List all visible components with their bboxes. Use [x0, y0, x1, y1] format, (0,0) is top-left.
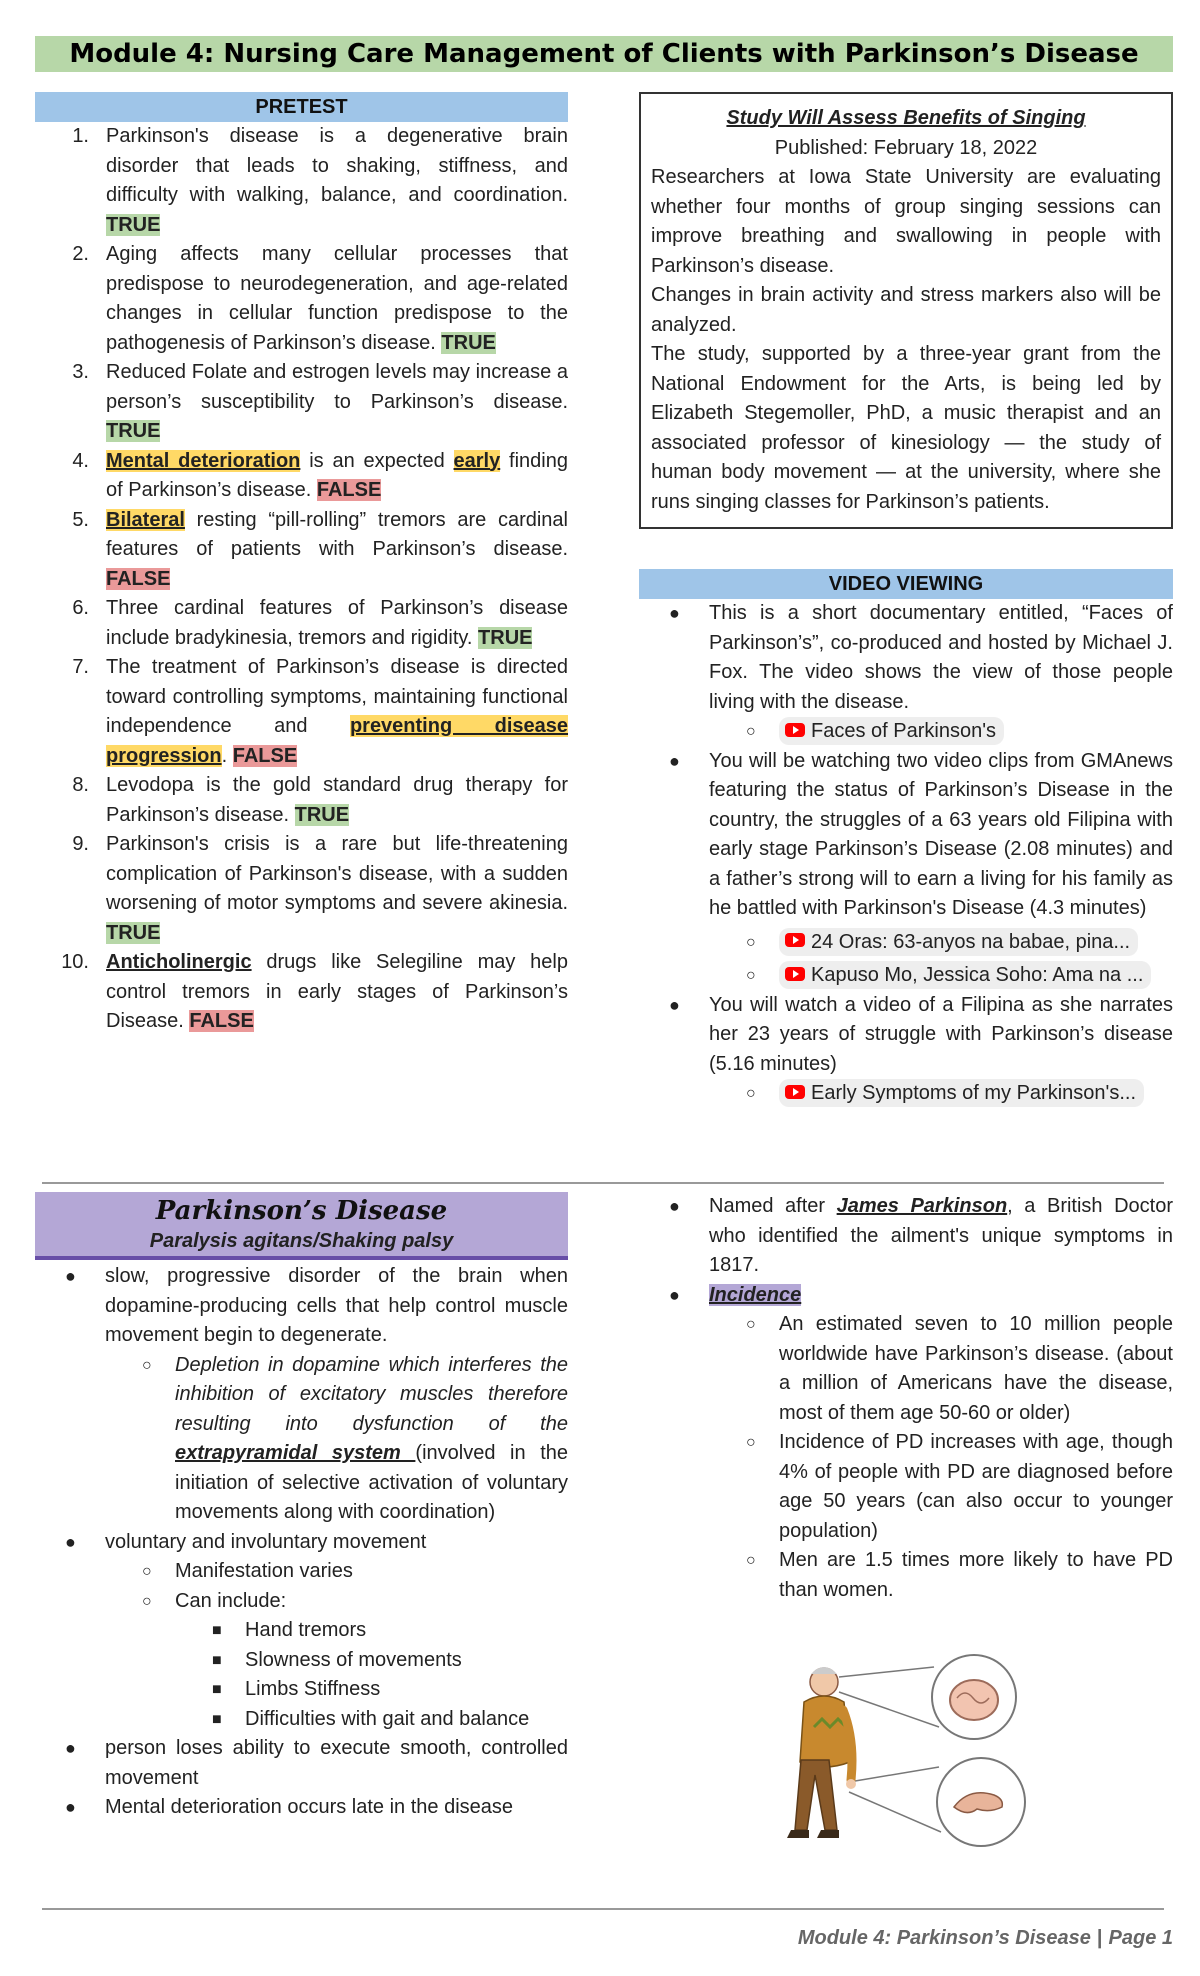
- page-title: Module 4: Nursing Care Management of Clients with Parkinson’s Disease: [35, 36, 1173, 72]
- pretest-item: [35, 358, 568, 447]
- youtube-icon: [785, 723, 805, 737]
- circle-bullet-icon: ○: [746, 1085, 756, 1102]
- list-item: [639, 1281, 1173, 1606]
- circle-bullet-icon: ○: [746, 1316, 756, 1333]
- pretest-item: [35, 447, 568, 506]
- list-text: You will watch a video of a Filipina as she narrates her 23 years of struggle with Parkinson’s disease (5.16 minutes): [709, 993, 1173, 1075]
- pretest-item: [35, 653, 568, 771]
- pd-list: [35, 1262, 568, 1823]
- youtube-icon: [785, 967, 805, 981]
- bullet-icon: ●: [669, 1284, 680, 1305]
- list-item: [639, 599, 1173, 747]
- circle-bullet-icon: ○: [746, 723, 756, 740]
- list-text: Named after: [709, 1195, 837, 1217]
- page-footer: [798, 1924, 1173, 1954]
- pd-history-section: [639, 1192, 1173, 1605]
- bullet-icon: ●: [669, 603, 680, 623]
- list-text: Can include:: [175, 1589, 287, 1612]
- footer-divider: [42, 1908, 1164, 1910]
- list-text: Men are 1.5 times more likely to have PD than women.: [779, 1549, 1173, 1601]
- answer-true-badge: TRUE: [106, 921, 161, 944]
- sub-item: [709, 717, 1173, 747]
- list-text: Mental deterioration occurs late in the disease: [105, 1796, 514, 1818]
- article-paragraph: The study, supported by a three-year grant from the National Endowment for the Arts, is being led by Elizabeth Stegemoller, PhD, a music therapist and an associated professor of kinesiology — the study of human body movement — at the university, where she runs singing classes for Parkinson’s patients.: [651, 343, 1161, 513]
- list-text: An estimated seven to 10 million people worldwide have Parkinson’s disease. (about a million of Americans have the disease, most of them age 50-60 or older): [779, 1313, 1173, 1424]
- highlight-term: extrapyramidal system: [175, 1442, 416, 1464]
- bullet-icon: ●: [669, 1196, 680, 1216]
- list-text: slow, progressive disorder of the brain when dopamine-producing cells that help control muscle movement begin to degenerate.: [105, 1265, 568, 1346]
- sub-sub-item: [35, 1646, 568, 1676]
- item-number: 9.: [72, 833, 89, 855]
- item-number: 7.: [72, 656, 89, 678]
- sub-sub-item: [35, 1616, 568, 1646]
- article-paragraph: Researchers at Iowa State University are evaluating whether four months of group singing sessions can improve breathing and swallowing in people with Parkinson’s disease.: [651, 166, 1161, 277]
- footer-page-number: Page 1: [1108, 1927, 1173, 1949]
- highlight-term: preventing disease progression: [106, 715, 569, 767]
- video-link-faces[interactable]: [779, 717, 1004, 745]
- link-label: Kapuso Mo, Jessica Soho: Ama na ...: [811, 964, 1144, 986]
- list-text: Limbs Stiffness: [245, 1678, 381, 1700]
- sub-item: [639, 1428, 1173, 1546]
- item-number: 2.: [72, 243, 89, 265]
- pretest-section: [35, 92, 568, 1037]
- sub-item: [709, 1079, 1173, 1109]
- list-item: [35, 1528, 568, 1735]
- list-item: [35, 1793, 568, 1823]
- square-bullet-icon: ■: [212, 1710, 222, 1728]
- circle-bullet-icon: ○: [746, 967, 756, 984]
- highlight-term: early: [453, 449, 501, 472]
- list-text: This is a short documentary entitled, “Faces of Parkinson’s”, co-produced and hosted by Michael J. Fox. The video shows the view of those people living with the disease.: [709, 602, 1173, 713]
- video-link-24-oras[interactable]: [779, 928, 1138, 956]
- list-text: , a British Doctor who identified the ailment's unique symptoms in 1817.: [709, 1195, 1174, 1276]
- sub-sub-item: [35, 1705, 568, 1735]
- answer-false-badge: FALSE: [316, 479, 382, 501]
- list-item: [35, 1262, 568, 1528]
- item-text: finding of Parkinson’s disease.: [106, 449, 568, 501]
- list-item: [35, 1734, 568, 1793]
- pretest-item: [35, 122, 568, 240]
- section-divider: [42, 1182, 1164, 1184]
- list-text: person loses ability to execute smooth, controlled movement: [105, 1737, 568, 1789]
- item-text: resting “pill-rolling” tremors are cardinal features of patients with Parkinson’s disease.: [106, 508, 568, 560]
- circle-bullet-icon: ○: [142, 1592, 152, 1610]
- highlight-term: Mental deterioration: [106, 449, 301, 472]
- pretest-item: [35, 240, 568, 358]
- highlight-term: James Parkinson: [836, 1195, 1008, 1217]
- video-list: [639, 599, 1173, 1109]
- news-article-box: [639, 92, 1173, 529]
- link-label: Faces of Parkinson's: [811, 720, 997, 742]
- item-number: 5.: [72, 508, 89, 531]
- link-label: Early Symptoms of my Parkinson's...: [811, 1082, 1137, 1104]
- item-text: is an expected: [300, 449, 454, 472]
- list-text: Difficulties with gait and balance: [245, 1707, 530, 1730]
- square-bullet-icon: ■: [212, 1651, 222, 1669]
- item-number: 10.: [61, 951, 89, 973]
- list-text: Slowness of movements: [245, 1648, 462, 1671]
- pretest-item: [35, 506, 568, 595]
- pretest-item: [35, 948, 568, 1037]
- sub-item: [639, 1546, 1173, 1605]
- man-trousers: [795, 1760, 837, 1830]
- item-number: 6.: [72, 597, 89, 619]
- bullet-icon: ●: [65, 1738, 76, 1758]
- incidence-label: Incidence: [709, 1283, 802, 1306]
- list-text: Incidence of PD increases with age, though 4% of people with PD are diagnosed before age 50 years (can also occur to younger population): [779, 1431, 1173, 1542]
- sub-item: [35, 1351, 568, 1528]
- sub-item: [639, 1310, 1173, 1428]
- item-text: Parkinson's disease is a degenerative brain disorder that leads to shaking, stiffness, and difficulty with walking, balance, and coordination.: [106, 125, 568, 206]
- item-number: 3.: [72, 361, 89, 383]
- circle-bullet-icon: ○: [746, 1434, 756, 1451]
- item-number: 4.: [72, 449, 89, 472]
- circle-bullet-icon: ○: [746, 933, 756, 951]
- pretest-item: [35, 594, 568, 653]
- article-title: Study Will Assess Benefits of Singing: [726, 107, 1086, 129]
- youtube-icon: [785, 1085, 805, 1099]
- list-text: Manifestation varies: [175, 1560, 353, 1582]
- pd-section: [35, 1192, 568, 1823]
- right-column-top: [639, 92, 1173, 1109]
- bullet-icon: ●: [65, 1797, 76, 1817]
- footer-separator: |: [1096, 1927, 1103, 1949]
- item-text: Levodopa is the gold standard drug therapy for Parkinson’s disease.: [106, 774, 568, 826]
- sub-item: [709, 928, 1173, 958]
- pd-title: Parkinson’s Disease: [155, 1196, 448, 1226]
- square-bullet-icon: ■: [212, 1681, 222, 1698]
- bullet-icon: ●: [65, 1266, 76, 1286]
- sub-item: [35, 1557, 568, 1587]
- item-text: Parkinson's crisis is a rare but life-threatening complication of Parkinson's disease, with a sudden worsening of motor symptoms and severe akinesia.: [106, 833, 568, 914]
- video-viewing-heading: VIDEO VIEWING: [639, 569, 1173, 599]
- video-link-kapuso-mo[interactable]: [779, 961, 1151, 989]
- item-text: .: [221, 744, 228, 767]
- circle-bullet-icon: ○: [746, 1552, 756, 1569]
- highlight-term: Anticholinergic: [106, 951, 252, 973]
- answer-false-badge: FALSE: [232, 744, 298, 767]
- answer-true-badge: TRUE: [294, 803, 350, 826]
- list-item: [639, 1192, 1173, 1281]
- circle-bullet-icon: ○: [142, 1356, 152, 1374]
- article-date: Published: February 18, 2022: [774, 136, 1038, 159]
- item-text: Three cardinal features of Parkinson’s disease include bradykinesia, tremors and rigidity.: [106, 597, 568, 649]
- list-item: [639, 747, 1173, 991]
- answer-false-badge: FALSE: [189, 1010, 254, 1032]
- list-text: voluntary and involuntary movement: [105, 1530, 427, 1553]
- sub-sub-item: [35, 1675, 568, 1705]
- bullet-icon: ●: [669, 750, 680, 771]
- answer-false-badge: FALSE: [106, 567, 171, 590]
- item-text: drugs like Selegiline may help control tremors in early stages of Parkinson’s Disease.: [106, 951, 568, 1032]
- answer-true-badge: TRUE: [478, 626, 533, 649]
- bullet-icon: ●: [669, 994, 680, 1015]
- square-bullet-icon: ■: [212, 1622, 222, 1639]
- answer-true-badge: TRUE: [106, 213, 161, 236]
- circle-bullet-icon: ○: [142, 1563, 152, 1580]
- parkinson-patient-illustration: [769, 1652, 1049, 1902]
- item-number: 8.: [72, 774, 89, 796]
- item-text: Reduced Folate and estrogen levels may increase a person’s susceptibility to Parkinson’s disease.: [106, 361, 568, 413]
- answer-true-badge: TRUE: [106, 420, 161, 442]
- item-text: The treatment of Parkinson’s disease is directed toward controlling symptoms, maintaining functional independence and: [106, 656, 568, 737]
- pretest-item: [35, 771, 568, 830]
- list-text: Hand tremors: [245, 1619, 367, 1641]
- list-text: You will be watching two video clips from GMAnews featuring the status of Parkinson’s Disease in the country, the struggles of a 63 years old Filipina with early stage Parkinson’s Disease (2.08 minutes) and a father’s strong will to earn a living for his family as he battled with Parkinson's Disease (4.3 minutes): [709, 749, 1173, 919]
- item-number: 1.: [72, 125, 89, 147]
- pd-subtitle: Paralysis agitans/Shaking palsy: [149, 1230, 454, 1252]
- highlight-term: Bilateral: [106, 508, 185, 531]
- sub-item: [709, 961, 1173, 991]
- pretest-heading: PRETEST: [35, 92, 568, 122]
- bullet-icon: ●: [65, 1531, 76, 1552]
- article-paragraph: Changes in brain activity and stress markers also will be analyzed.: [651, 284, 1161, 336]
- list-item: [639, 991, 1173, 1109]
- footer-module: Module 4: Parkinson’s Disease: [797, 1927, 1091, 1949]
- youtube-icon: [785, 933, 805, 947]
- list-text: (involved in the initiation of selective activation of voluntary movements along with coordination): [175, 1442, 568, 1523]
- answer-true-badge: TRUE: [441, 331, 496, 354]
- pretest-list: [35, 122, 568, 1037]
- list-text: Depletion in dopamine which interferes the inhibition of excitatory muscles therefore resulting into dysfunction of the: [175, 1353, 568, 1435]
- sub-item: [35, 1587, 568, 1617]
- history-list: [639, 1192, 1173, 1605]
- video-link-early-symptoms[interactable]: [779, 1079, 1144, 1107]
- link-label: 24 Oras: 63-anyos na babae, pina...: [811, 930, 1131, 953]
- pretest-item: [35, 830, 568, 948]
- item-text: Aging affects many cellular processes that predispose to neurodegeneration, and age-related changes in cellular function predispose to the pathogenesis of Parkinson’s disease.: [106, 243, 568, 354]
- pd-heading-box: [35, 1192, 568, 1260]
